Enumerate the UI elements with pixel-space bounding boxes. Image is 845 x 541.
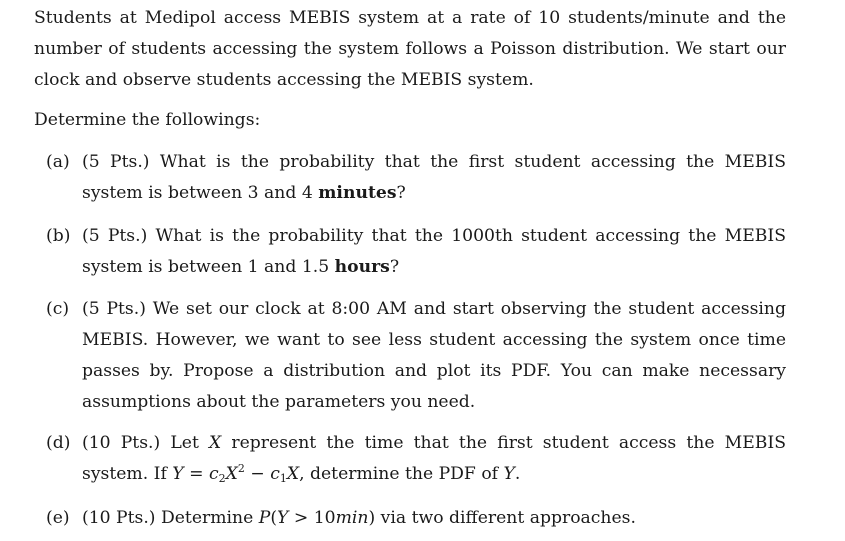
question-body bbox=[82, 294, 786, 418]
question-body bbox=[82, 503, 786, 534]
question-end: . bbox=[514, 464, 521, 484]
instruction-line: Determine the followings: bbox=[34, 110, 261, 130]
math-sub-2: 2 bbox=[218, 472, 226, 485]
math-equation bbox=[172, 464, 299, 484]
math-variable-y: Y bbox=[503, 464, 515, 484]
question-label: (e) bbox=[46, 508, 70, 528]
question-label: (c) bbox=[46, 299, 70, 319]
math-paren-open: ( bbox=[270, 508, 278, 528]
question-text: What is the probability that the 1000th student accessing the MEBIS system is between 1 and 1.5 bbox=[82, 226, 786, 277]
points-value: (10 Pts.) bbox=[82, 433, 161, 453]
question-body bbox=[82, 428, 786, 490]
intro-paragraph: Students at Medipol access MEBIS system at a rate of 10 students/minute and the number of students accessing the system follows a Poisson distribution. We start our clock and observe students accessing the MEBIS system. bbox=[34, 8, 786, 90]
math-c2: c bbox=[208, 464, 219, 484]
question-end: ? bbox=[389, 257, 400, 277]
math-x: X bbox=[225, 464, 238, 484]
question-text: represent the time that the first student access the MEBIS system. If bbox=[82, 433, 786, 484]
question-body bbox=[82, 221, 786, 283]
points-value: (5 Pts.) bbox=[82, 152, 150, 172]
math-p: P bbox=[258, 508, 271, 528]
math-minus: − bbox=[244, 464, 271, 484]
question-text: Let bbox=[170, 433, 199, 453]
question-label: (a) bbox=[46, 152, 70, 172]
question-e bbox=[46, 503, 786, 534]
question-b bbox=[46, 221, 786, 283]
math-unit: min bbox=[335, 508, 369, 528]
question-text: Determine bbox=[160, 508, 254, 528]
question-text: , determine the PDF of bbox=[299, 464, 499, 484]
math-variable-x: X bbox=[209, 433, 222, 453]
points-value: (5 Pts.) bbox=[82, 299, 146, 319]
points-value: (5 Pts.) bbox=[82, 226, 148, 246]
math-paren-close: ) bbox=[368, 508, 376, 528]
math-y: Y bbox=[172, 464, 184, 484]
emphasis-unit: minutes bbox=[318, 183, 397, 203]
math-sub-1: 1 bbox=[279, 472, 287, 485]
question-text: We set our clock at 8:00 AM and start observing the student accessing MEBIS. However, we want to see less student accessing the system once time passes by. Propose a distribution and plot its PDF. You can make necessary assumptions about the parameters you need. bbox=[82, 299, 786, 412]
math-x: X bbox=[286, 464, 300, 484]
math-number: 10 bbox=[313, 508, 336, 528]
question-end: ? bbox=[396, 183, 406, 203]
question-text: What is the probability that the first student accessing the MEBIS system is between 3 and 4 bbox=[82, 152, 786, 203]
points-value: (10 Pts.) bbox=[82, 508, 156, 528]
math-exponent: 2 bbox=[237, 462, 245, 475]
question-c bbox=[46, 294, 786, 418]
question-text: via two different approaches. bbox=[380, 508, 636, 528]
question-label: (b) bbox=[46, 226, 71, 246]
question-label: (d) bbox=[46, 433, 71, 453]
math-probability bbox=[259, 508, 375, 528]
emphasis-unit: hours bbox=[334, 257, 390, 277]
question-body bbox=[82, 147, 786, 209]
math-y: Y bbox=[277, 508, 289, 528]
question-d bbox=[46, 428, 786, 490]
math-greater-than: > bbox=[288, 508, 314, 528]
math-equals: = bbox=[183, 464, 209, 484]
question-a bbox=[46, 147, 786, 209]
math-c1: c bbox=[270, 464, 280, 484]
